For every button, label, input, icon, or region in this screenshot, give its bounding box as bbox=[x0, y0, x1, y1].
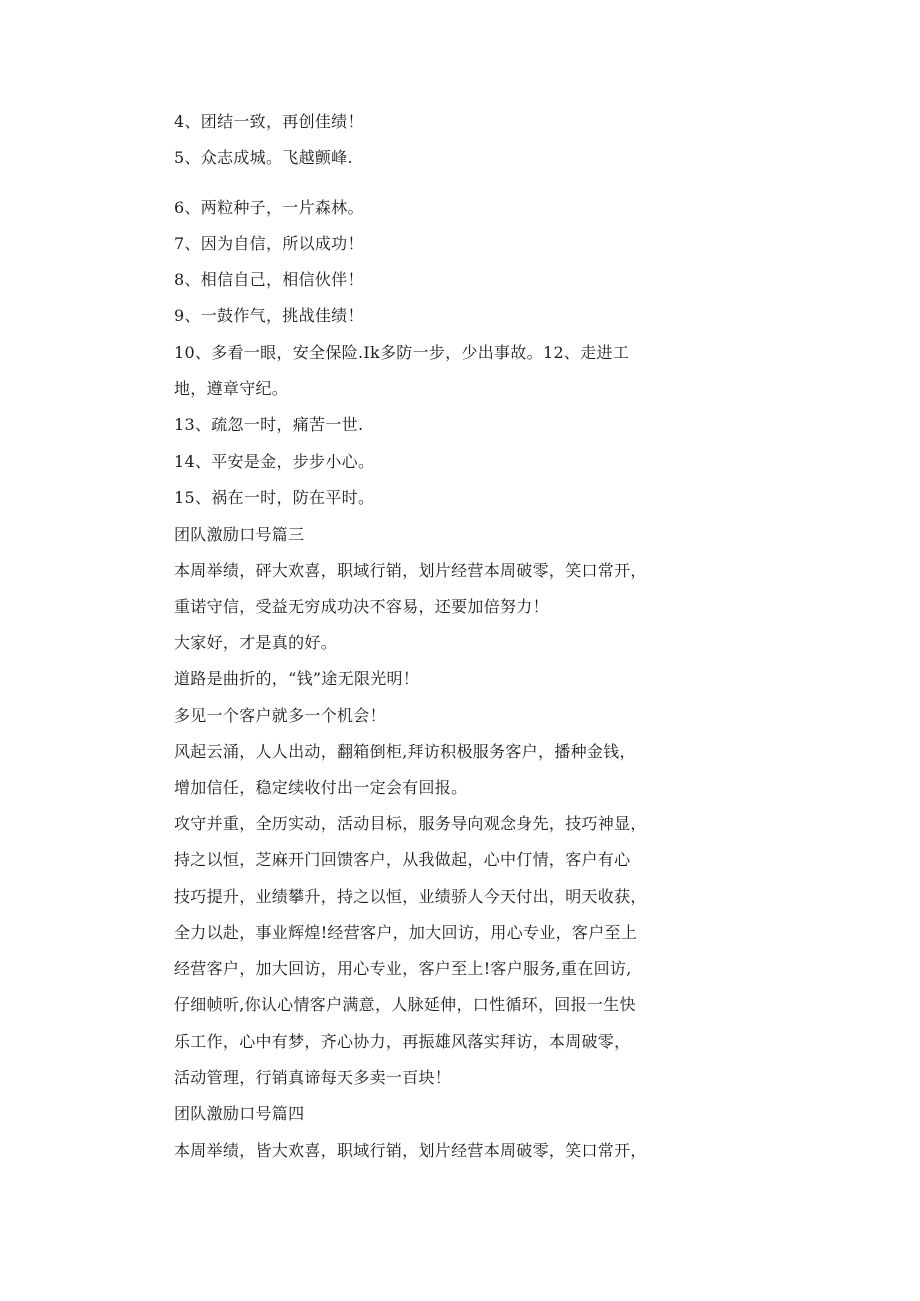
paragraph-line: 本周举绩，砰大欢喜，职域行销，划片经营本周破零，笑口常开， bbox=[174, 561, 647, 580]
paragraph-line: 增加信任，稳定续收付出一定会有回报。 bbox=[174, 778, 468, 797]
slogan-line-6: 6、两粒种子，一片森林。 bbox=[174, 198, 364, 217]
paragraph-line: 技巧提升，业绩攀升，持之以恒，业绩骄人今天付出，明天收获， bbox=[174, 887, 647, 906]
slogan-line-8: 8、相信自己，相信伙伴！ bbox=[174, 270, 364, 289]
paragraph-line: 风起云涌，人人出动，翻箱倒柜,拜访积极服务客户，播种金钱， bbox=[174, 742, 636, 761]
slogan-line-14: 14、平安是金，步步小心。 bbox=[174, 452, 375, 471]
paragraph-line: 大家好，才是真的好。 bbox=[174, 633, 338, 652]
slogan-line-13: 13、疏忽一时，痛苦一世. bbox=[174, 415, 364, 434]
slogan-line-10-cont: 地，遵章守纪。 bbox=[174, 379, 289, 398]
section-heading-3: 团队激励口号篇三 bbox=[174, 525, 305, 544]
paragraph-line: 经营客户，加大回访，用心专业，客户至上!客户服务,重在回访, bbox=[174, 959, 632, 978]
slogan-line-15: 15、祸在一时，防在平时。 bbox=[174, 488, 375, 507]
paragraph-line: 道路是曲折的，“钱”途无限光明！ bbox=[174, 669, 420, 688]
paragraph-line: 活动管理，行销真谛每天多卖一百块！ bbox=[174, 1068, 452, 1087]
paragraph-line: 仔细帧听,你认心情客户满意，人脉延伸，口性循环，回报一生快 bbox=[174, 995, 636, 1014]
slogan-line-4: 4、团结一致，再创佳绩！ bbox=[174, 112, 364, 131]
paragraph-line: 全力以赴，事业辉煌!经营客户，加大回访，用心专业，客户至上 bbox=[174, 923, 638, 942]
slogan-line-7: 7、因为自信，所以成功！ bbox=[174, 234, 364, 253]
paragraph-line: 重诺守信，受益无穷成功决不容易，还要加倍努力！ bbox=[174, 597, 549, 616]
paragraph-line: 乐工作，心中有梦，齐心协力，再振雄风落实拜访，本周破零， bbox=[174, 1032, 631, 1051]
section-heading-4: 团队激励口号篇四 bbox=[174, 1104, 305, 1123]
paragraph-line: 攻守并重，全历实动，活动目标，服务导向观念身先，技巧神显， bbox=[174, 814, 647, 833]
slogan-line-5: 5、众志成城。飞越颤峰. bbox=[174, 148, 353, 167]
paragraph-line: 本周举绩，皆大欢喜，职域行销，划片经营本周破零，笑口常开， bbox=[174, 1141, 647, 1160]
slogan-line-9: 9、一鼓作气，挑战佳绩！ bbox=[174, 306, 364, 325]
paragraph-line: 多见一个客户就多一个机会！ bbox=[174, 706, 386, 725]
slogan-line-10: 10、多看一眼，安全保险.Ik多防一步，少出事故。12、走进工 bbox=[174, 343, 630, 362]
paragraph-line: 持之以恒，芝麻开门回馈客户，从我做起，心中仃情，客户有心 bbox=[174, 850, 631, 869]
